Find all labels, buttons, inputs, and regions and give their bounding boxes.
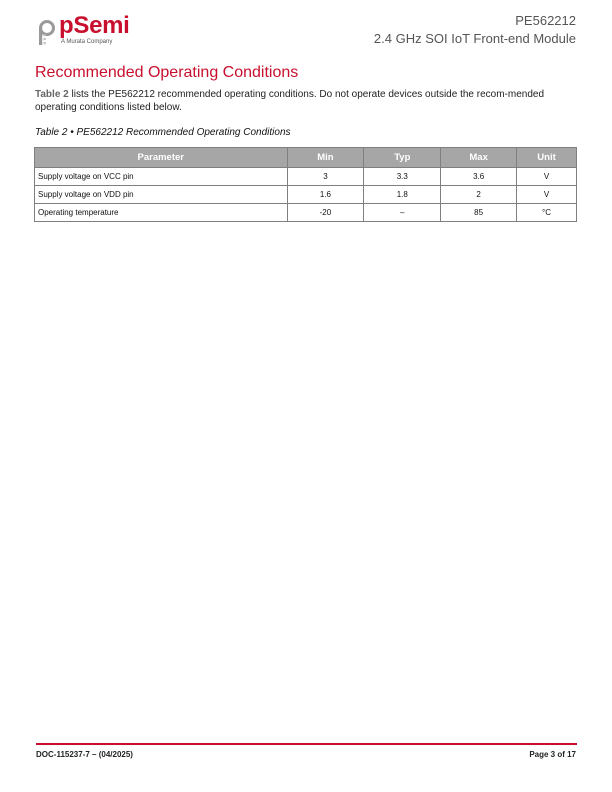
table-header-row: [35, 148, 577, 168]
footer-page-number: Page 3 of 17: [529, 750, 576, 759]
section-title: Recommended Operating Conditions: [35, 64, 299, 81]
column-header-parameter: Parameter: [35, 148, 288, 168]
part-number: PE562212: [515, 13, 576, 28]
cell-unit: V: [517, 168, 577, 186]
table-reference-link[interactable]: Table 2: [35, 89, 69, 100]
column-header-min: Min: [287, 148, 364, 168]
column-header-max: Max: [441, 148, 517, 168]
cell-unit: °C: [517, 204, 577, 222]
cell-typ: 1.8: [364, 186, 441, 204]
table-row: [35, 186, 577, 204]
document-header: [374, 12, 576, 48]
logo-wordmark: pSemi: [59, 12, 130, 39]
psemi-logo-mark-icon: [36, 20, 58, 46]
cell-unit: V: [517, 186, 577, 204]
column-header-typ: Typ: [364, 148, 441, 168]
cell-max: 3.6: [441, 168, 517, 186]
cell-min: 1.6: [287, 186, 364, 204]
company-logo: [36, 14, 136, 50]
table-row: [35, 168, 577, 186]
cell-parameter: Supply voltage on VCC pin: [35, 168, 288, 186]
cell-parameter: Supply voltage on VDD pin: [35, 186, 288, 204]
footer-divider: [36, 743, 577, 745]
cell-min: 3: [287, 168, 364, 186]
product-name: 2.4 GHz SOI IoT Front-end Module: [373, 31, 576, 46]
column-header-unit: Unit: [517, 148, 577, 168]
footer-document-id: DOC-115237-7 – (04/2025): [36, 750, 133, 759]
cell-max: 85: [441, 204, 517, 222]
logo-tagline: A Murata Company: [61, 39, 113, 45]
table-caption: Table 2 • PE562212 Recommended Operating Conditions: [35, 127, 291, 138]
operating-conditions-table: [34, 147, 577, 222]
table-row: [35, 204, 577, 222]
cell-parameter: Operating temperature: [35, 204, 288, 222]
cell-typ: 3.3: [364, 168, 441, 186]
intro-text: lists the PE562212 recommended operating conditions. Do not operate devices outside the recom-mended operating conditions listed below.: [35, 89, 545, 113]
cell-typ: –: [364, 204, 441, 222]
intro-paragraph: [35, 88, 555, 114]
cell-min: -20: [287, 204, 364, 222]
cell-max: 2: [441, 186, 517, 204]
